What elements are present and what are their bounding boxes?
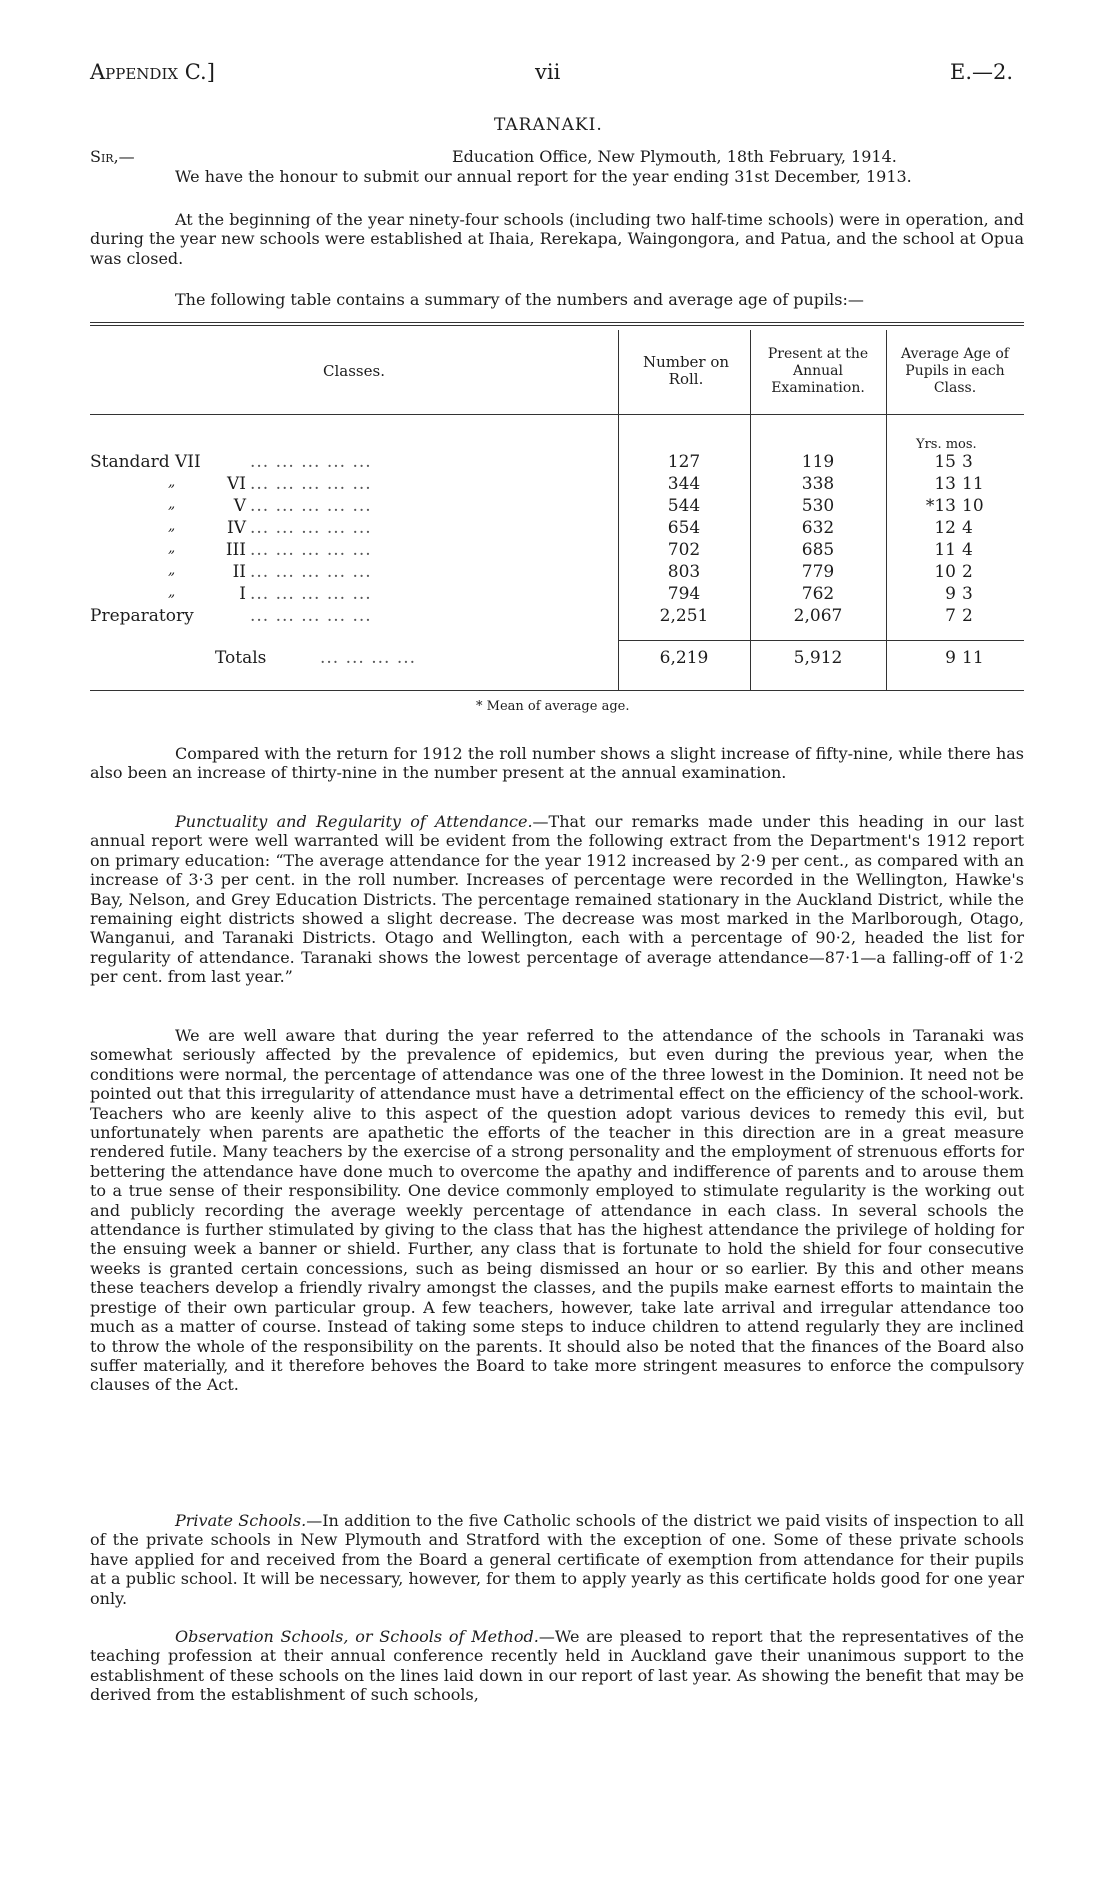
paragraph-intro: We have the honour to submit our annual report for the year ending 31st December, 1913.	[175, 167, 912, 186]
table-row: „ VI ... ... ... ... ... 344 338 13 11	[168, 474, 984, 494]
age-units: Yrs. mos.	[916, 437, 977, 452]
heading-observation-schools: Observation Schools, or Schools of Method.	[175, 1627, 539, 1646]
section-title: TARANAKI.	[494, 115, 603, 135]
column-header-roll: Number on Roll.	[642, 353, 730, 388]
salutation: Sir,—	[90, 147, 135, 166]
paragraph-observation-schools: Observation Schools, or Schools of Method.—We are pleased to report that the representatives of the teaching profession at their annual conference recently held in Auckland gave their unanimous support to the establishment of these schools on the lines laid down in our report of last year. As showing the benefit that may be derived from the establishment of such schools,	[90, 1627, 1024, 1705]
table-row: Preparatory ... ... ... ... ... 2,251 2,067 7 2	[90, 606, 973, 626]
paragraph-schools: At the beginning of the year ninety-four schools (including two half-time schools) were in operation, and during the year new schools were established at Ihaia, Rerekapa, Waingongora, and Patua, and the school at Opua was closed.	[90, 210, 1024, 268]
heading-private-schools: Private Schools.	[175, 1511, 307, 1530]
heading-punctuality: Punctuality and Regularity of Attendance.	[175, 812, 533, 831]
paragraph-attendance: We are well aware that during the year referred to the attendance of the schools in Taranaki was somewhat seriously affected by the prevalence of epidemics, but even during the previous year, when the conditions were normal, the percentage of attendance was one of the three lowest in the Dominion. It need not be pointed out that this irregularity of attendance must have a detrimental effect on the efficiency of the school-work. Teachers who are keenly alive to this aspect of the question adopt various devices to remedy this evil, but unfortunately when parents are apathetic the efforts of the teacher in this direction are in a great measure rendered futile. Many teachers by the exercise of a strong personality and the employment of strenuous efforts for bettering the attendance have done much to overcome the apathy and indifference of parents and to arouse them to a true sense of their responsibility. One device commonly employed to stimulate regularity is the working out and publicly recording the average weekly percentage of attendance in each class. In several schools the attendance is further stimulated by giving to the class that has the highest attendance the privilege of holding for the ensuing week a banner or shield. Further, any class that is fortunate to hold the shield for four consecutive weeks is granted certain concessions, such as being dismissed an hour or so earlier. By this and other means these teachers develop a friendly rivalry amongst the classes, and the pupils make earnest efforts to maintain the prestige of their own particular group. A few teachers, however, take late arrival and irregular attendance too much as a matter of course. Instead of taking some steps to induce children to attend regularly they are inclined to throw the whole of the responsibility on the parents. It should also be noted that the finances of the Board also suffer materially, and it therefore behoves the Board to take more stringent measures to enforce the compulsory clauses of the Act.	[90, 1026, 1024, 1395]
column-header-age: Average Age of Pupils in each Class.	[901, 346, 1009, 396]
table-row: Standard VII ... ... ... ... ... 127 119 15 3	[90, 452, 973, 472]
paragraph-comparison: Compared with the return for 1912 the roll number shows a slight increase of fifty-nine, while there has also been an increase of thirty-nine in the number present at the annual examination.	[90, 744, 1024, 783]
table-row: „ V ... ... ... ... ... 544 530 *13 10	[168, 496, 984, 516]
table-row: „ III ... ... ... ... ... 702 685 11 4	[168, 540, 973, 560]
totals-row: Totals ... ... ... ... 6,219 5,912 9 11	[215, 648, 984, 668]
table-top-rule-double	[90, 325, 1024, 326]
table-footnote: * Mean of average age.	[476, 699, 630, 714]
header-page-number: vii	[535, 60, 561, 84]
header-appendix: Appendix C.]	[90, 60, 215, 84]
totals-rule	[618, 640, 1024, 641]
column-header-present: Present at the Annual Examination.	[767, 346, 869, 396]
dateline: Education Office, New Plymouth, 18th February, 1914.	[452, 147, 897, 166]
table-top-rule	[90, 322, 1024, 323]
header-reference: E.—2.	[950, 60, 1014, 84]
paragraph-table-intro: The following table contains a summary of the numbers and average age of pupils:—	[175, 290, 864, 309]
table-bottom-rule	[90, 690, 1024, 691]
column-header-classes: Classes.	[323, 362, 385, 380]
table-row: „ II ... ... ... ... ... 803 779 10 2	[168, 562, 973, 582]
table-row: „ IV ... ... ... ... ... 654 632 12 4	[168, 518, 973, 538]
paragraph-punctuality: Punctuality and Regularity of Attendance.—That our remarks made under this heading in our last annual report were well warranted will be evident from the following extract from the Department's 1912 report on primary education: “The average attendance for the year 1912 increased by 2·9 per cent., as compared with an increase of 3·3 per cent. in the roll number. Increases of percentage were recorded in the Wellington, Hawke's Bay, Nelson, and Grey Education Districts. The percentage remained stationary in the Auckland District, while the remaining eight districts showed a slight decrease. The decrease was most marked in the Marlborough, Otago, Wanganui, and Taranaki Districts. Otago and Wellington, each with a percentage of 90·2, headed the list for regularity of attendance. Taranaki shows the lowest percentage of average attendance—87·1—a falling-off of 1·2 per cent. from last year.”	[90, 812, 1024, 987]
table-row: „ I ... ... ... ... ... 794 762 9 3	[168, 584, 973, 604]
paragraph-private-schools: Private Schools.—In addition to the five Catholic schools of the district we paid visits of inspection to all of the private schools in New Plymouth and Stratford with the exception of one. Some of these private schools have applied for and received from the Board a general certificate of exemption from attendance for their pupils at a public school. It will be necessary, however, for them to apply yearly as this certificate holds good for one year only.	[90, 1511, 1025, 1608]
table-header-rule	[90, 414, 1024, 415]
